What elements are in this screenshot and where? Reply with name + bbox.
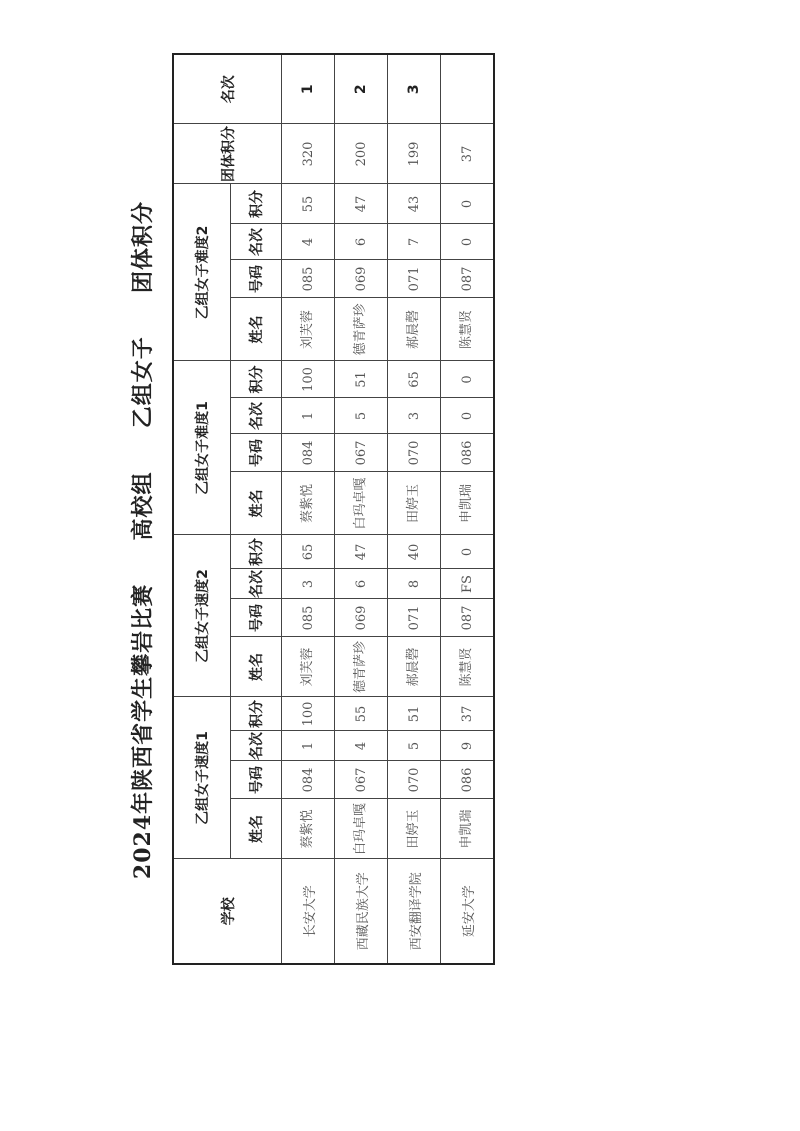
athlete-name: 德青萨珍 bbox=[335, 298, 388, 361]
athlete-number: 087 bbox=[441, 599, 495, 637]
athlete-score: 55 bbox=[335, 697, 388, 731]
athlete-place: 1 bbox=[282, 398, 335, 434]
athlete-score: 0 bbox=[441, 361, 495, 398]
athlete-place: 0 bbox=[441, 398, 495, 434]
athlete-name: 德青萨珍 bbox=[335, 637, 388, 697]
rotated-page bbox=[122, 75, 482, 965]
subheader-place: 名次 bbox=[231, 398, 282, 434]
header-event-speed1: 乙组女子速度1 bbox=[173, 697, 231, 859]
athlete-place: 3 bbox=[282, 569, 335, 599]
athlete-name: 白玛卓嘎 bbox=[335, 472, 388, 535]
athlete-name: 郝晨磬 bbox=[388, 298, 441, 361]
athlete-score: 55 bbox=[282, 184, 335, 224]
subheader-number: 号码 bbox=[231, 599, 282, 637]
subheader-name: 姓名 bbox=[231, 472, 282, 535]
athlete-name: 申凯瑞 bbox=[441, 799, 495, 859]
subheader-score: 积分 bbox=[231, 184, 282, 224]
athlete-place: 5 bbox=[335, 398, 388, 434]
header-rank: 名次 bbox=[173, 54, 282, 124]
athlete-name: 郝晨磬 bbox=[388, 637, 441, 697]
team-score-cell: 199 bbox=[388, 124, 441, 184]
athlete-place: 4 bbox=[282, 224, 335, 260]
athlete-number: 070 bbox=[388, 761, 441, 799]
athlete-place: FS bbox=[441, 569, 495, 599]
subheader-name: 姓名 bbox=[231, 799, 282, 859]
athlete-place: 7 bbox=[388, 224, 441, 260]
athlete-place: 3 bbox=[388, 398, 441, 434]
rank-cell bbox=[441, 54, 495, 124]
athlete-score: 0 bbox=[441, 535, 495, 569]
athlete-place: 8 bbox=[388, 569, 441, 599]
athlete-score: 100 bbox=[282, 361, 335, 398]
rank-cell: 1 bbox=[282, 54, 335, 124]
athlete-name: 蔡紫悦 bbox=[282, 799, 335, 859]
athlete-name: 蔡紫悦 bbox=[282, 472, 335, 535]
table-row bbox=[282, 54, 335, 964]
subheader-number: 号码 bbox=[231, 434, 282, 472]
athlete-score: 0 bbox=[441, 184, 495, 224]
athlete-name: 陈慧贤 bbox=[441, 637, 495, 697]
header-event-lead1: 乙组女子难度1 bbox=[173, 361, 231, 535]
athlete-number: 086 bbox=[441, 434, 495, 472]
athlete-score: 47 bbox=[335, 535, 388, 569]
athlete-number: 084 bbox=[282, 761, 335, 799]
athlete-place: 4 bbox=[335, 731, 388, 761]
header-event-lead2: 乙组女子难度2 bbox=[173, 184, 231, 361]
athlete-number: 087 bbox=[441, 260, 495, 298]
subheader-score: 积分 bbox=[231, 697, 282, 731]
athlete-number: 085 bbox=[282, 599, 335, 637]
athlete-number: 085 bbox=[282, 260, 335, 298]
athlete-name: 田婷玉 bbox=[388, 472, 441, 535]
header-school: 学校 bbox=[173, 859, 282, 964]
athlete-number: 067 bbox=[335, 761, 388, 799]
athlete-name: 刘芙蓉 bbox=[282, 298, 335, 361]
athlete-score: 51 bbox=[335, 361, 388, 398]
header-team-score: 团体积分 bbox=[173, 124, 282, 184]
athlete-place: 9 bbox=[441, 731, 495, 761]
athlete-number: 069 bbox=[335, 599, 388, 637]
athlete-number: 071 bbox=[388, 260, 441, 298]
rank-cell: 2 bbox=[335, 54, 388, 124]
table-row bbox=[388, 54, 441, 964]
athlete-place: 1 bbox=[282, 731, 335, 761]
subheader-score: 积分 bbox=[231, 535, 282, 569]
athlete-name: 田婷玉 bbox=[388, 799, 441, 859]
subheader-name: 姓名 bbox=[231, 298, 282, 361]
athlete-score: 51 bbox=[388, 697, 441, 731]
school-cell: 西安翻译学院 bbox=[388, 859, 441, 964]
athlete-number: 070 bbox=[388, 434, 441, 472]
school-cell: 长安大学 bbox=[282, 859, 335, 964]
team-score-cell: 37 bbox=[441, 124, 495, 184]
athlete-number: 071 bbox=[388, 599, 441, 637]
subheader-place: 名次 bbox=[231, 731, 282, 761]
subheader-name: 姓名 bbox=[231, 637, 282, 697]
athlete-name: 陈慧贤 bbox=[441, 298, 495, 361]
score-table bbox=[172, 53, 495, 965]
subheader-score: 积分 bbox=[231, 361, 282, 398]
athlete-number: 067 bbox=[335, 434, 388, 472]
athlete-name: 申凯瑞 bbox=[441, 472, 495, 535]
school-cell: 延安大学 bbox=[441, 859, 495, 964]
athlete-place: 5 bbox=[388, 731, 441, 761]
rank-cell: 3 bbox=[388, 54, 441, 124]
subheader-place: 名次 bbox=[231, 224, 282, 260]
athlete-score: 100 bbox=[282, 697, 335, 731]
athlete-name: 白玛卓嘎 bbox=[335, 799, 388, 859]
subheader-place: 名次 bbox=[231, 569, 282, 599]
athlete-place: 6 bbox=[335, 224, 388, 260]
athlete-score: 40 bbox=[388, 535, 441, 569]
athlete-name: 刘芙蓉 bbox=[282, 637, 335, 697]
subheader-number: 号码 bbox=[231, 761, 282, 799]
athlete-number: 069 bbox=[335, 260, 388, 298]
athlete-score: 47 bbox=[335, 184, 388, 224]
team-score-cell: 320 bbox=[282, 124, 335, 184]
page-title: 2024年陕西省学生攀岩比赛 高校组 乙组女子 团体积分 bbox=[130, 200, 156, 880]
athlete-score: 37 bbox=[441, 697, 495, 731]
table-row bbox=[441, 54, 495, 964]
team-score-cell: 200 bbox=[335, 124, 388, 184]
table-row bbox=[335, 54, 388, 964]
subheader-number: 号码 bbox=[231, 260, 282, 298]
athlete-number: 086 bbox=[441, 761, 495, 799]
athlete-score: 65 bbox=[388, 361, 441, 398]
header-event-speed2: 乙组女子速度2 bbox=[173, 535, 231, 697]
athlete-score: 43 bbox=[388, 184, 441, 224]
school-cell: 西藏民族大学 bbox=[335, 859, 388, 964]
athlete-place: 0 bbox=[441, 224, 495, 260]
athlete-score: 65 bbox=[282, 535, 335, 569]
athlete-place: 6 bbox=[335, 569, 388, 599]
athlete-number: 084 bbox=[282, 434, 335, 472]
